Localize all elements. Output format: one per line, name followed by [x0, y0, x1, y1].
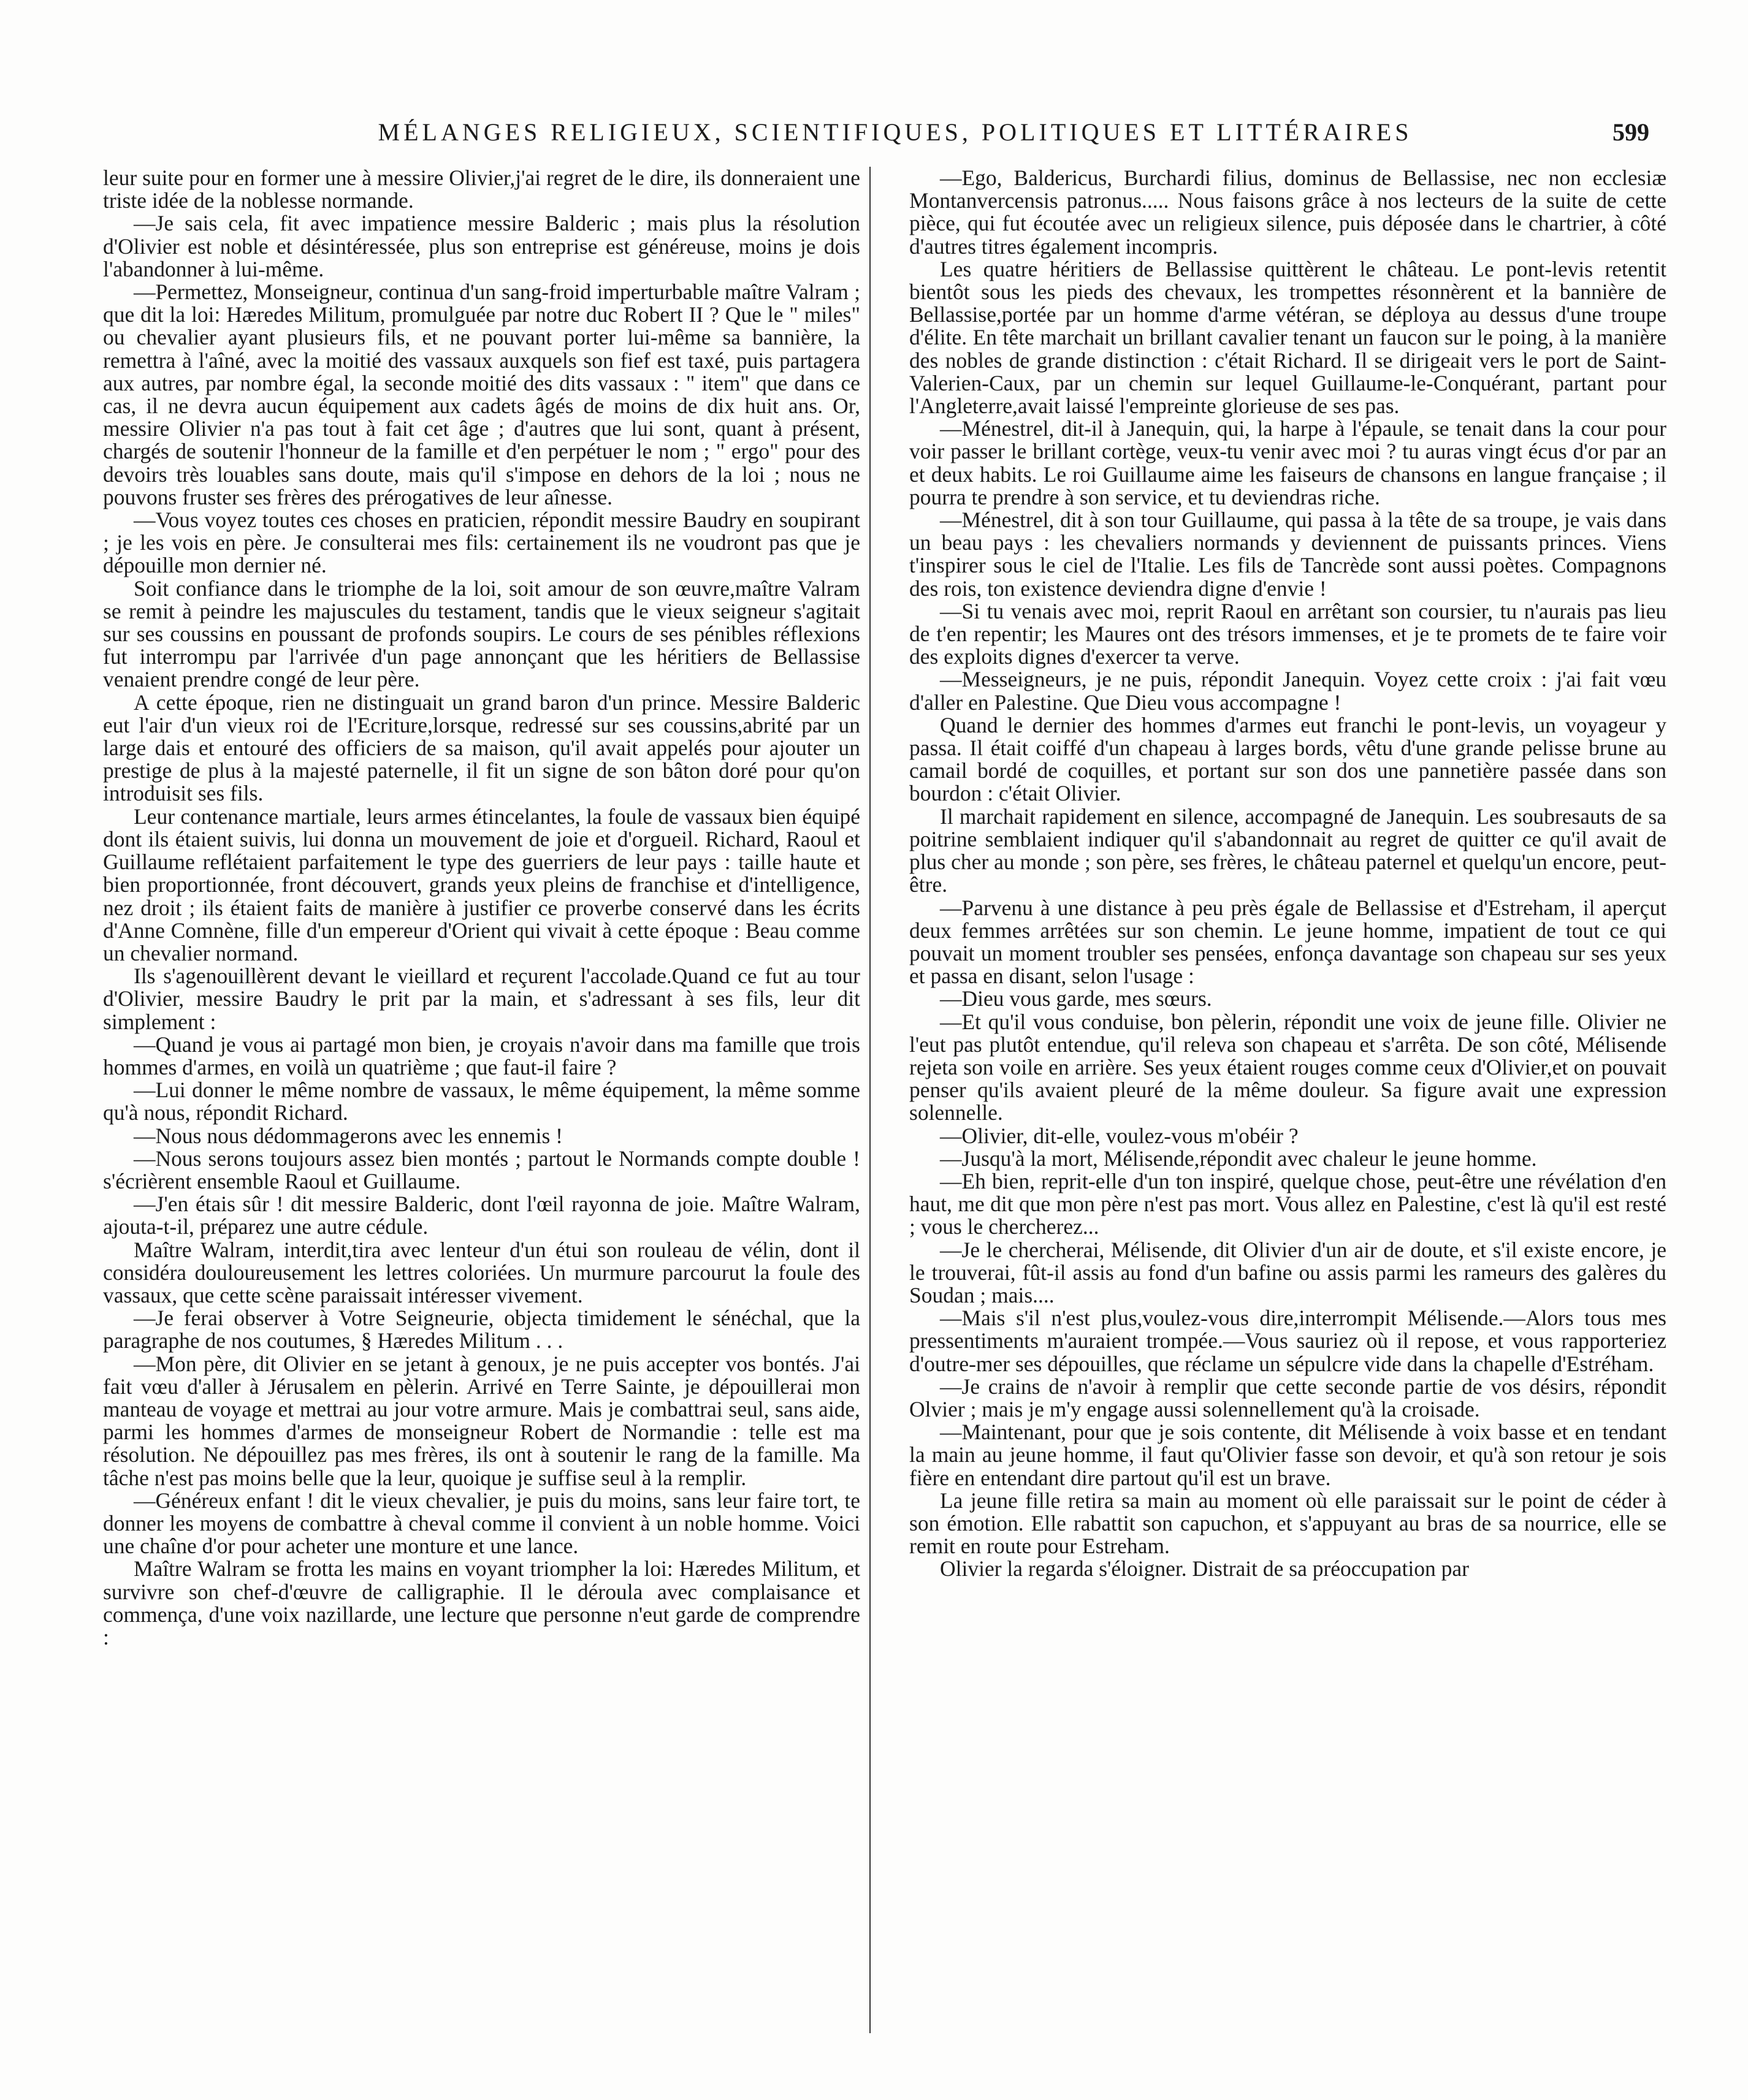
paragraph: leur suite pour en former une à messire Olivier,j'ai regret de le dire, ils donneraient une triste idée de la noblesse normande. — [103, 165, 860, 213]
paragraph: —Je ferai observer à Votre Seigneurie, objecta timidement le sénéchal, que la paragraphe de nos coutumes, § Hæredes Militum . . . — [103, 1306, 860, 1353]
paragraph: —Généreux enfant ! dit le vieux chevalier, je puis du moins, sans leur faire tort, te donner les moyens de combattre à cheval comme il convient à un noble homme. Voici une chaîne d'or pour acheter une monture et une lance. — [103, 1488, 860, 1559]
paragraph: —Dieu vous garde, mes sœurs. — [940, 986, 1212, 1011]
paragraph: —Maintenant, pour que je sois contente, dit Mélisende à voix basse et en tendant la main au jeune homme, il faut qu'Olivier fasse son devoir, et qu'à son retour je sois fière en entendant dire partout qu'il est un brave. — [909, 1420, 1666, 1490]
paragraph: Maître Walram se frotta les mains en voyant triompher la loi: Hæredes Militum, et survivre son chef-d'œuvre de calligraphie. Il le déroula avec complaisance et commença, d'une voix nazillarde, une lecture que personne n'eut garde de comprendre : — [103, 1556, 860, 1649]
paragraph: Il marchait rapidement en silence, accompagné de Janequin. Les soubresauts de sa poitrine semblaient indiquer qu'il s'abandonnait au regret de quitter ce qu'il avait de plus cher au monde ; son père, ses frères, le château paternel et quelqu'un encore, peut-être. — [909, 804, 1666, 897]
paragraph: —Mais s'il n'est plus,voulez-vous dire,interrompit Mélisende.—Alors tous mes pressentiments m'auraient trompée.—Vous sauriez où il repose, et vous rapporteriez d'outre-mer ses dépouilles, que réclame un sépulcre vide dans la chapelle d'Estréham. — [909, 1306, 1666, 1376]
paragraph: A cette époque, rien ne distinguait un grand baron d'un prince. Messire Balderic eut l'air d'un vieux roi de l'Ecriture,lorsque, redressé sur ses coussins,abrité par un large dais et entouré des officiers de sa maison, qu'il avait appelés pour ajouter un prestige de plus à la majesté paternelle, il fit un signe de son bâton doré pour qu'on introduisit ses fils. — [103, 690, 860, 806]
column-divider — [869, 167, 871, 2033]
left-column — [103, 167, 860, 1649]
paragraph: La jeune fille retira sa main au moment où elle paraissait sur le point de céder à son émotion. Elle rabattit son capuchon, et s'appuyant au bras de sa nourrice, elle se remit en route pour Estreham. — [909, 1488, 1666, 1559]
paragraph: —Eh bien, reprit-elle d'un ton inspiré, quelque chose, peut-être une révélation d'en haut, me dit que mon père n'est pas mort. Vous allez en Palestine, c'est là qu'il est resté ; vous le chercherez... — [909, 1168, 1666, 1239]
paragraph: —Si tu venais avec moi, reprit Raoul en arrêtant son coursier, tu n'aurais pas lieu de t'en repentir; les Maures ont des trésors immenses, et je te promets de te faire voir des exploits dignes d'exercer ta verve. — [909, 598, 1666, 669]
paragraph: —Nous nous dédommagerons avec les ennemis ! — [134, 1123, 563, 1148]
paragraph: —Nous serons toujours assez bien montés ; partout le Normands compte double ! s'écrièrent ensemble Raoul et Guillaume. — [103, 1146, 860, 1193]
paragraph: —Vous voyez toutes ces choses en praticien, répondit messire Baudry en soupirant ; je les vois en père. Je consulterai mes fils: certainement ils ne voudront pas que je dépouille mon dernier né. — [103, 508, 860, 578]
paragraph: —Quand je vous ai partagé mon bien, je croyais n'avoir dans ma famille que trois hommes d'armes, en voilà un quatrième ; que faut-il faire ? — [103, 1032, 860, 1079]
paragraph: —Ego, Baldericus, Burchardi filius, dominus de Bellassise, nec non ecclesiæ Montanvercensis patronus..... Nous faisons grâce à nos lecteurs de la suite de cette pièce, qui fut écoutée avec un religieux silence, puis déposée dans le chartrier, à côté d'autres titres également incompris. — [909, 165, 1666, 259]
paragraph: Maître Walram, interdit,tira avec lenteur d'un étui son rouleau de vélin, dont il considéra douloureusement les lettres coloriées. Un murmure parcourut la foule des vassaux, que cette scène paraissait intéresser vivement. — [103, 1237, 860, 1307]
paragraph: Les quatre héritiers de Bellassise quittèrent le château. Le pont-levis retentit bientôt sous les pieds des chevaux, les trompettes résonnèrent et la bannière de Bellassise,portée par un homme d'arme vétéran, se déploya au dessus d'une troupe d'élite. En tête marchait un brillant cavalier tenant un faucon sur le poing, à la manière des nobles de grande distinction : c'était Richard. Il se dirigeait vers le port de Saint-Valerien-Caux, par un chemin sur lequel Guillaume-le-Conquérant, partant pour l'Angleterre,avait laissé l'empreinte glorieuse de ses pas. — [909, 256, 1666, 419]
page-number: 599 — [1613, 118, 1649, 146]
paragraph: —Je crains de n'avoir à remplir que cette seconde partie de vos désirs, répondit Olvier ; mais je m'y engage aussi solennellement qu'à la croisade. — [909, 1374, 1666, 1421]
paragraph: —Mon père, dit Olivier en se jetant à genoux, je ne puis accepter vos bontés. J'ai fait vœu d'aller à Jérusalem en pèlerin. Arrivé en Terre Sainte, je dépouillerai mon manteau de voyage et mettrai au jour votre armure. Mais je combattrai seul, sans aide, parmi les hommes d'armes de monseigneur Robert de Normandie : telle est ma résolution. Ne dépouillez pas mes frères, ils ont à soutenir le rang de la famille. Ma tâche n'est pas moins belle que la leur, quoique je suffise seul à la remplir. — [103, 1351, 860, 1490]
paragraph: —Messeigneurs, je ne puis, répondit Janequin. Voyez cette croix : j'ai fait vœu d'aller en Palestine. Que Dieu vous accompagne ! — [909, 667, 1666, 715]
paragraph: —Ménestrel, dit-il à Janequin, qui, la harpe à l'épaule, se tenait dans la cour pour voir passer le brillant cortège, veux-tu venir avec moi ? tu auras vingt écus d'or par an et deux habits. Le roi Guillaume aime les faiseurs de chansons en langue française ; il pourra te prendre à son service, et tu deviendras riche. — [909, 416, 1666, 509]
paragraph: Olivier la regarda s'éloigner. Distrait de sa préoccupation par — [940, 1556, 1469, 1581]
paragraph: —Permettez, Monseigneur, continua d'un sang-froid imperturbable maître Valram ; que dit la loi: Hæredes Militum, promulguée par notre duc Robert II ? Que le " miles" ou chevalier ayant plusieurs fils, et ne pouvant porter lui-même sa bannière, la remettra à l'aîné, avec la moitié des vassaux auxquels son fief est taxé, puis partagera aux autres, par nombre égal, la seconde moitié des dits vassaux : " item" que dans ce cas, il ne devra aucun équipement aux cadets âgés de moins de dix huit ans. Or, messire Olivier n'a pas tout à fait cet âge ; d'autres que lui sont, quant à présent, chargés de soutenir l'honneur de la famille et d'en perpétuer le nom ; " ergo" pour des devoirs très louables sans doute, mais qu'il s'impose en dehors de la loi ; nous ne pouvons fruster ses frères des prérogatives de leur aînesse. — [103, 280, 860, 509]
paragraph: —Et qu'il vous conduise, bon pèlerin, répondit une voix de jeune fille. Olivier ne l'eut pas plutôt entendue, qu'il releva son chapeau et s'arrêta. De son côté, Mélisende rejeta son voile en arrière. Ses yeux étaient rouges comme ceux d'Olivier,et on pouvait penser qu'ils avaient pleuré de la même douleur. Sa figure avait une expression solennelle. — [909, 1009, 1666, 1125]
running-head — [98, 118, 1649, 161]
paragraph: —Jusqu'à la mort, Mélisende,répondit avec chaleur le jeune homme. — [940, 1146, 1537, 1171]
paragraph: —Olivier, dit-elle, voulez-vous m'obéir ? — [940, 1123, 1299, 1148]
paragraph: Quand le dernier des hommes d'armes eut franchi le pont-levis, un voyageur y passa. Il était coiffé d'un chapeau à larges bords, vêtu d'une grande pelisse brune au camail bordé de coquilles, et portant sur son dos une pannetière passée dans son bourdon : c'était Olivier. — [909, 712, 1666, 806]
paragraph: —Ménestrel, dit à son tour Guillaume, qui passa à la tête de sa troupe, je vais dans un beau pays : les chevaliers normands y deviennent de puissants princes. Viens t'inspirer sous le ciel de l'Italie. Les fils de Tancrède sont aussi poètes. Compagnons des rois, ton existence deviendra digne d'envie ! — [909, 508, 1666, 601]
paragraph: —Parvenu à une distance à peu près égale de Bellassise et d'Estreham, il aperçut deux femmes arrêtées sur son chemin. Le jeune homme, impatient de tout ce qui pouvait un moment troubler ses pensées, enfonça davantage son chapeau sur ses yeux et passa en disant, selon l'usage : — [909, 895, 1666, 989]
paragraph: —Je sais cela, fit avec impatience messire Balderic ; mais plus la résolution d'Olivier est noble et désintéressée, plus son entreprise est généreuse, moins je dois l'abandonner à lui-même. — [103, 211, 860, 281]
paragraph: —Je le chercherai, Mélisende, dit Olivier d'un air de doute, et s'il existe encore, je le trouverai, fût-il assis au fond d'un bafine ou assis parmi les rameurs des galères du Soudan ; mais.... — [909, 1237, 1666, 1307]
running-title: MÉLANGES RELIGIEUX, SCIENTIFIQUES, POLITIQUES ET LITTÉRAIRES — [378, 118, 1413, 146]
right-column — [909, 167, 1666, 1581]
paragraph: —J'en étais sûr ! dit messire Balderic, dont l'œil rayonna de joie. Maître Walram, ajouta-t-il, préparez une autre cédule. — [103, 1192, 860, 1239]
paragraph: —Lui donner le même nombre de vassaux, le même équipement, la même somme qu'à nous, répondit Richard. — [103, 1078, 860, 1125]
paragraph: Leur contenance martiale, leurs armes étincelantes, la foule de vassaux bien équipé dont ils étaient suivis, lui donna un mouvement de joie et d'orgueil. Richard, Raoul et Guillaume reflétaient parfaitement le type des guerriers de leur pays : taille haute et bien proportionnée, front découvert, grands yeux pleins de franchise et d'intelligence, nez droit ; ils étaient faits de manière à justifier ce proverbe conservé dans les écrits d'Anne Comnène, fille d'un empereur d'Orient qui vivait à cette époque : Beau comme un chevalier normand. — [103, 804, 860, 965]
paragraph: Ils s'agenouillèrent devant le vieillard et reçurent l'accolade.Quand ce fut au tour d'Olivier, messire Baudry le prit par la main, et s'adressant à ses fils, leur dit simplement : — [103, 964, 860, 1034]
paragraph: Soit confiance dans le triomphe de la loi, soit amour de son œuvre,maître Valram se remit à peindre les majuscules du testament, tandis que le vieux seigneur s'agitait sur ses coussins en poussant de profonds soupirs. Le cours de ses pénibles réflexions fut interrompu par l'arrivée d'un page annonçant que les héritiers de Bellassise venaient prendre congé de leur père. — [103, 576, 860, 692]
